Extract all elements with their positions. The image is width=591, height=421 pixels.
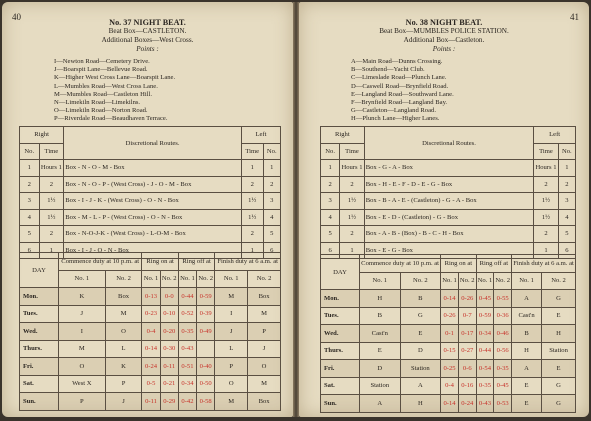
duty-cell-c1: Station	[360, 377, 401, 395]
no1-header: No. 1	[512, 272, 542, 290]
duty-cell-f2: H	[542, 325, 576, 343]
point-item: K—Higher West Cross Lane—Boarspit Lane.	[54, 74, 176, 82]
duty-cell-f2: P	[248, 323, 281, 341]
duty-cell-c1: O	[59, 358, 106, 376]
points-list	[54, 58, 175, 124]
duty-cell-f1: O	[215, 375, 248, 393]
duty-cell-off2: 0-46	[494, 325, 512, 343]
route-no: 6	[20, 242, 40, 259]
duty-cell-f1: Cast'n	[512, 307, 542, 325]
route-left-no: 3	[558, 193, 575, 210]
day-cell: Fri.	[20, 358, 59, 376]
duty-cell-c1: J	[59, 305, 106, 323]
duty-cell-c2: Box	[105, 288, 142, 306]
point-item: J—Boarspit Lane—Bellevue Road.	[54, 66, 148, 74]
route-path: Box - H - E - F - D - E - G - Box	[364, 176, 534, 193]
duty-cell-f2: G	[542, 290, 576, 308]
time-header: Time	[340, 143, 364, 160]
right-header: Right	[20, 127, 64, 144]
route-left-time: 1	[241, 242, 263, 259]
day-cell: Thurs.	[20, 340, 59, 358]
points-heading: Points :	[432, 45, 456, 53]
day-cell: Sun.	[20, 393, 59, 411]
duty-row	[321, 307, 576, 325]
route-path: Box - M - L - P - (West Cross) - O - N - Box	[64, 209, 242, 226]
duty-cell-c1: H	[360, 290, 401, 308]
route-left-time: 2	[534, 176, 558, 193]
duty-cell-off2: 0-45	[494, 377, 512, 395]
duty-cell-c1: E	[360, 342, 401, 360]
duty-cell-off1: 0-34	[178, 375, 196, 393]
duty-cell-f1: A	[512, 290, 542, 308]
duty-cell-c2: B	[400, 290, 441, 308]
commence-header: Commence duty at 10 p.m. at	[59, 253, 142, 271]
duty-cell-on1: 0-4	[441, 377, 459, 395]
duty-cell-off1: 0-43	[476, 395, 494, 413]
duty-cell-on2: 0-26	[458, 290, 476, 308]
no1-header: No. 1	[59, 270, 106, 288]
duty-cell-off2: 0-35	[494, 360, 512, 378]
point-item: B—Southend—Yacht Club.	[351, 66, 425, 74]
duty-cell-on1: 0-25	[441, 360, 459, 378]
route-left-time: 1½	[241, 209, 263, 226]
duty-cell-f2: G	[542, 377, 576, 395]
finish-header: Finish duty at 6 a.m. at	[512, 255, 576, 273]
duty-cell-f2: J	[248, 340, 281, 358]
beat-box: Beat Box—CASTLETON.	[108, 27, 187, 35]
page-left	[2, 2, 293, 417]
duty-cell-f1: P	[215, 358, 248, 376]
beat-header	[2, 18, 293, 54]
duty-cell-on1: 0-1	[441, 325, 459, 343]
duty-cell-off1: 0-42	[178, 393, 196, 411]
duty-cell-off2: 0-56	[494, 342, 512, 360]
duty-cell-off1: 0-43	[178, 340, 196, 358]
point-item: F—Brynfield Road—Langland Bay.	[351, 99, 448, 107]
duty-cell-f1: L	[215, 340, 248, 358]
route-no: 3	[321, 193, 340, 210]
no-header: No.	[321, 143, 340, 160]
day-header: DAY	[20, 253, 59, 288]
duty-cell-off1: 0-54	[476, 360, 494, 378]
route-path: Box - G - A - Box	[364, 160, 534, 177]
discretional-header: Discretional Routes.	[64, 127, 242, 160]
route-left-time: 1½	[534, 193, 558, 210]
point-item: O—Limekiln Road—Norton Road.	[54, 107, 148, 115]
left-header: Left	[534, 127, 576, 144]
duty-cell-on1: 0-13	[142, 288, 160, 306]
duty-cell-off2: 0-55	[494, 290, 512, 308]
beat-title: No. 38 NIGHT BEAT.	[405, 18, 483, 27]
route-no: 4	[20, 209, 40, 226]
no1-header: No. 1	[360, 272, 401, 290]
no2-header: No. 2	[400, 272, 441, 290]
duty-cell-c1: P	[59, 393, 106, 411]
left-header: Left	[241, 127, 280, 144]
point-item: G—Castleton—Langland Road.	[351, 107, 436, 115]
duty-cell-on1: 0-11	[142, 393, 160, 411]
point-item: I—Newton Road—Cemetery Drive.	[54, 58, 150, 65]
route-path: Box - N - O - P - (West Cross) - J - O - M - Box	[64, 176, 242, 193]
no2-header: No. 2	[494, 272, 512, 290]
route-left-time: 1½	[241, 193, 263, 210]
no-header: No.	[263, 143, 281, 160]
day-cell: Wed.	[321, 325, 360, 343]
route-time: Hours 1	[39, 160, 64, 177]
duty-cell-c1: I	[59, 323, 106, 341]
discretional-routes-table	[19, 126, 281, 259]
no1-header: No. 1	[215, 270, 248, 288]
point-item: L—Mumbles Road—West Cross Lane.	[54, 82, 158, 90]
route-row	[321, 226, 576, 243]
duty-cell-off2: 0-59	[197, 288, 215, 306]
route-no: 1	[321, 160, 340, 177]
route-left-no: 2	[263, 176, 281, 193]
duty-cell-on2: 0-11	[160, 358, 178, 376]
duty-cell-on1: 0-14	[441, 395, 459, 413]
duty-cell-c1: Cast'n	[360, 325, 401, 343]
duty-cell-c1: M	[59, 340, 106, 358]
route-time: 1½	[340, 209, 364, 226]
duty-cell-f2: Station	[542, 342, 576, 360]
duty-cell-on2: 0-29	[160, 393, 178, 411]
duty-cell-on2: 0-20	[160, 323, 178, 341]
route-row	[20, 226, 281, 243]
additional-boxes: Additional Box—Castleton.	[403, 36, 485, 44]
no2-header: No. 2	[160, 270, 178, 288]
duty-row	[20, 358, 281, 376]
duty-cell-f1: J	[215, 323, 248, 341]
route-no: 5	[321, 226, 340, 243]
route-no: 6	[321, 242, 340, 259]
duty-cell-c2: P	[105, 375, 142, 393]
ring-off-header: Ring off at	[476, 255, 511, 273]
route-left-no: 3	[263, 193, 281, 210]
duty-cell-f1: H	[512, 342, 542, 360]
duty-cell-on1: 0-4	[142, 323, 160, 341]
duty-row	[20, 305, 281, 323]
route-left-time: 1½	[534, 209, 558, 226]
route-time: 2	[39, 226, 64, 243]
duty-cell-off2: 0-49	[197, 323, 215, 341]
route-row	[321, 176, 576, 193]
no-header: No.	[558, 143, 575, 160]
points-heading: Points :	[136, 45, 159, 53]
duty-cell-c2: J	[105, 393, 142, 411]
finish-header: Finish duty at 6 a.m. at	[215, 253, 281, 271]
duty-row	[321, 325, 576, 343]
route-path: Box - N-O-J-K - (West Cross) - L-O-M - Box	[64, 226, 242, 243]
duty-cell-on2: 0-6	[458, 360, 476, 378]
point-item: D—Caswell Road—Brynfield Road.	[351, 82, 449, 90]
time-header: Time	[39, 143, 64, 160]
route-row	[321, 160, 576, 177]
route-left-time: 2	[241, 226, 263, 243]
route-left-no: 2	[558, 176, 575, 193]
duty-cell-on1: 0-23	[142, 305, 160, 323]
duty-schedule-table	[19, 252, 281, 411]
time-header: Time	[241, 143, 263, 160]
duty-cell-off1: 0-35	[178, 323, 196, 341]
duty-cell-off2: 0-53	[494, 395, 512, 413]
route-left-no: 1	[558, 160, 575, 177]
duty-cell-c2: M	[105, 305, 142, 323]
route-path: Box - N - O - M - Box	[64, 160, 242, 177]
route-path: Box - E - G - Box	[364, 242, 534, 259]
duty-cell-on1: 0-14	[142, 340, 160, 358]
duty-cell-off1: 0-34	[476, 325, 494, 343]
duty-cell-f1: M	[215, 288, 248, 306]
beat-box: Beat Box—MUMBLES POLICE STATION.	[379, 27, 509, 35]
no2-header: No. 2	[458, 272, 476, 290]
day-cell: Tues.	[321, 307, 360, 325]
duty-cell-on2: 0-0	[160, 288, 178, 306]
duty-cell-c1: B	[360, 307, 401, 325]
duty-cell-off2: 0-36	[494, 307, 512, 325]
duty-cell-f2: M	[248, 375, 281, 393]
route-row	[20, 160, 281, 177]
route-no: 4	[321, 209, 340, 226]
duty-cell-c1: K	[59, 288, 106, 306]
beat-header	[299, 18, 589, 54]
duty-cell-c1: A	[360, 395, 401, 413]
duty-cell-off2: 0-50	[197, 375, 215, 393]
ring-on-header: Ring on at	[142, 253, 178, 271]
duty-cell-off1: 0-35	[476, 377, 494, 395]
duty-cell-on2: 0-24	[458, 395, 476, 413]
route-row	[20, 193, 281, 210]
duty-cell-off1: 0-44	[476, 342, 494, 360]
point-item: N—Limekiln Road—Limekilns.	[54, 99, 141, 107]
duty-row	[321, 360, 576, 378]
route-left-no: 6	[558, 242, 575, 259]
route-left-time: Hours 1	[534, 160, 558, 177]
duty-row	[321, 290, 576, 308]
time-header: Time	[534, 143, 558, 160]
duty-cell-f2: Box	[248, 393, 281, 411]
additional-boxes: Additional Boxes—West Cross.	[101, 36, 194, 44]
route-time: 2	[340, 176, 364, 193]
duty-cell-off1: 0-51	[178, 358, 196, 376]
route-time: 1½	[340, 193, 364, 210]
duty-row	[20, 288, 281, 306]
no1-header: No. 1	[476, 272, 494, 290]
duty-cell-off2: 0-39	[197, 305, 215, 323]
duty-cell-c1: West X	[59, 375, 106, 393]
duty-cell-c2: E	[400, 325, 441, 343]
duty-cell-c2: L	[105, 340, 142, 358]
duty-cell-off1: 0-59	[476, 307, 494, 325]
duty-cell-on2: 0-10	[160, 305, 178, 323]
no1-header: No. 1	[142, 270, 160, 288]
route-left-time: 2	[241, 176, 263, 193]
route-row	[321, 193, 576, 210]
open-book	[2, 2, 589, 419]
duty-cell-f1: E	[512, 377, 542, 395]
page-number: 40	[12, 12, 21, 22]
duty-cell-f2: E	[542, 360, 576, 378]
day-cell: Sat.	[20, 375, 59, 393]
discretional-header: Discretional Routes.	[364, 127, 534, 160]
route-left-time: 1	[534, 242, 558, 259]
point-item: M—Mumbles Road—Castleton Hill.	[54, 90, 152, 98]
route-row	[20, 176, 281, 193]
duty-cell-on1: 0-26	[441, 307, 459, 325]
page-number: 41	[570, 12, 579, 22]
duty-cell-f1: M	[215, 393, 248, 411]
day-cell: Fri.	[321, 360, 360, 378]
route-time: 1½	[39, 193, 64, 210]
no1-header: No. 1	[441, 272, 459, 290]
point-item: C—Limeslade Road—Plunch Lane.	[351, 74, 447, 82]
discretional-routes-table	[320, 126, 576, 259]
route-no: 1	[20, 160, 40, 177]
duty-cell-f2: Box	[248, 288, 281, 306]
duty-cell-on1: 0-14	[441, 290, 459, 308]
route-left-no: 4	[558, 209, 575, 226]
points-list	[351, 58, 454, 124]
point-item: P—Riverdale Road—Beaudhaven Terrace.	[54, 115, 168, 123]
page-right	[299, 2, 589, 417]
duty-cell-off1: 0-52	[178, 305, 196, 323]
duty-cell-on1: 0-5	[142, 375, 160, 393]
duty-cell-f1: B	[512, 325, 542, 343]
duty-cell-c2: H	[400, 395, 441, 413]
route-time: 1½	[39, 209, 64, 226]
duty-cell-f2: E	[542, 307, 576, 325]
route-time: 2	[39, 176, 64, 193]
route-time: 1	[39, 242, 64, 259]
route-left-no: 1	[263, 160, 281, 177]
route-time: 2	[340, 226, 364, 243]
duty-schedule-table	[320, 254, 576, 413]
duty-row	[20, 323, 281, 341]
duty-row	[20, 375, 281, 393]
route-no: 2	[20, 176, 40, 193]
ring-off-header: Ring off at	[178, 253, 214, 271]
day-cell: Tues.	[20, 305, 59, 323]
duty-cell-f1: A	[512, 360, 542, 378]
day-cell: Wed.	[20, 323, 59, 341]
route-time: Hours 1	[340, 160, 364, 177]
day-cell: Mon.	[321, 290, 360, 308]
no-header: No.	[20, 143, 40, 160]
duty-cell-on1: 0-24	[142, 358, 160, 376]
route-row	[321, 209, 576, 226]
duty-cell-f2: M	[248, 305, 281, 323]
point-item: A—Main Road—Dunns Crossing.	[351, 58, 443, 65]
route-left-time: 1	[241, 160, 263, 177]
day-cell: Sun.	[321, 395, 360, 413]
route-left-time: 2	[534, 226, 558, 243]
duty-cell-on2: 0-17	[458, 325, 476, 343]
no2-header: No. 2	[542, 272, 576, 290]
right-header: Right	[321, 127, 365, 144]
duty-row	[321, 342, 576, 360]
route-path: Box - I - J - O - N - Box	[64, 242, 242, 259]
duty-cell-on2: 0-27	[458, 342, 476, 360]
duty-cell-off1: 0-45	[476, 290, 494, 308]
duty-cell-on2: 0-7	[458, 307, 476, 325]
duty-cell-c1: D	[360, 360, 401, 378]
no2-header: No. 2	[105, 270, 142, 288]
day-cell: Thurs.	[321, 342, 360, 360]
duty-row	[20, 393, 281, 411]
day-header: DAY	[321, 255, 360, 290]
duty-cell-on2: 0-16	[458, 377, 476, 395]
duty-cell-c2: G	[400, 307, 441, 325]
no2-header: No. 2	[197, 270, 215, 288]
route-no: 5	[20, 226, 40, 243]
route-left-no: 5	[263, 226, 281, 243]
duty-cell-off2: 0-58	[197, 393, 215, 411]
duty-cell-c2: D	[400, 342, 441, 360]
duty-cell-off2: 0-40	[197, 358, 215, 376]
route-row	[20, 209, 281, 226]
route-left-no: 5	[558, 226, 575, 243]
duty-cell-c2: Station	[400, 360, 441, 378]
duty-cell-c2: A	[400, 377, 441, 395]
point-item: H—Plunch Lane—Higher Lanes.	[351, 115, 440, 123]
beat-title: No. 37 NIGHT BEAT.	[109, 18, 186, 27]
duty-cell-off1: 0-44	[178, 288, 196, 306]
duty-cell-c2: K	[105, 358, 142, 376]
no2-header: No. 2	[248, 270, 281, 288]
duty-row	[20, 340, 281, 358]
duty-cell-f2: O	[248, 358, 281, 376]
duty-cell-c2: O	[105, 323, 142, 341]
point-item: E—Langland Road—Southward Lane.	[351, 90, 454, 98]
route-left-no: 4	[263, 209, 281, 226]
route-path: Box - E - D - (Castleton) - G - Box	[364, 209, 534, 226]
route-left-no: 6	[263, 242, 281, 259]
commence-header: Commence duty at 10 p.m. at	[360, 255, 441, 273]
duty-cell-f1: E	[512, 395, 542, 413]
route-path: Box - I - J - K - (West Cross) - O - N - Box	[64, 193, 242, 210]
no1-header: No. 1	[178, 270, 196, 288]
day-cell: Mon.	[20, 288, 59, 306]
duty-cell-f1: I	[215, 305, 248, 323]
duty-cell-on1: 0-15	[441, 342, 459, 360]
ring-on-header: Ring on at	[441, 255, 476, 273]
duty-cell-on2: 0-30	[160, 340, 178, 358]
duty-cell-f2: G	[542, 395, 576, 413]
route-time: 1	[340, 242, 364, 259]
route-path: Box - A - B - (Box) - B - C - H - Box	[364, 226, 534, 243]
duty-row	[321, 395, 576, 413]
duty-cell-on2: 0-21	[160, 375, 178, 393]
route-no: 3	[20, 193, 40, 210]
route-no: 2	[321, 176, 340, 193]
route-path: Box - B - A - E - (Castleton) - G - A - Box	[364, 193, 534, 210]
duty-cell-off2	[197, 340, 215, 358]
duty-row	[321, 377, 576, 395]
day-cell: Sat.	[321, 377, 360, 395]
